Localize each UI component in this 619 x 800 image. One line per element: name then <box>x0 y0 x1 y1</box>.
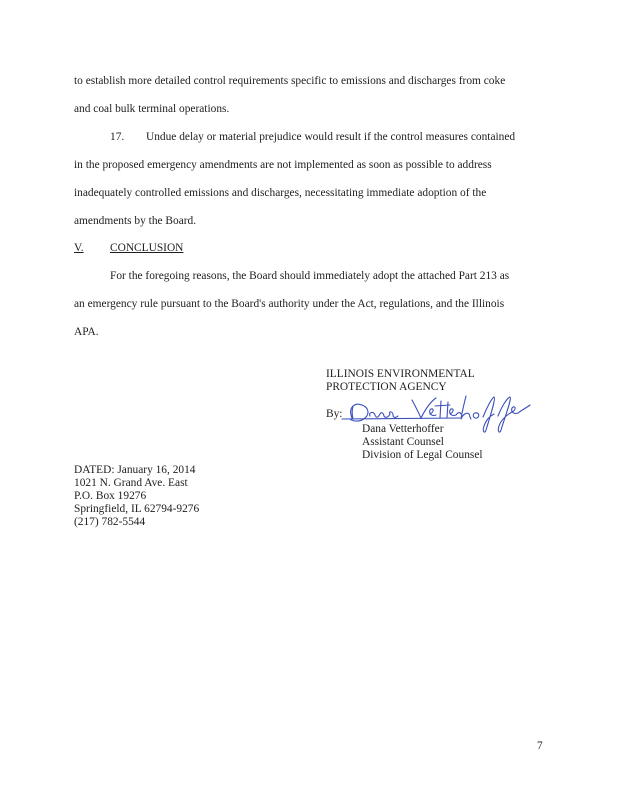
body-line-1: to establish more detailed control requirements specific to emissions and discharges from coke <box>74 75 506 87</box>
agency-name-line-2: PROTECTION AGENCY <box>326 381 447 393</box>
body-line-9: APA. <box>74 326 99 338</box>
dated-line: DATED: January 16, 2014 <box>74 464 196 476</box>
body-line-8: an emergency rule pursuant to the Board's authority under the Act, regulations, and the Illinois <box>74 298 505 310</box>
body-line-4: in the proposed emergency amendments are not implemented as soon as possible to address <box>74 159 492 171</box>
body-line-3: Undue delay or material prejudice would result if the control measures contained <box>146 131 516 143</box>
signatory-title: Assistant Counsel <box>362 436 444 448</box>
section-number: V. <box>74 242 84 254</box>
body-line-2: and coal bulk terminal operations. <box>74 103 230 115</box>
by-label: By: <box>326 408 343 420</box>
page-number: 7 <box>537 740 543 752</box>
body-line-7: For the foregoing reasons, the Board should immediately adopt the attached Part 213 as <box>110 270 510 282</box>
signatory-name: Dana Vetterhoffer <box>362 423 444 435</box>
address-street: 1021 N. Grand Ave. East <box>74 477 188 489</box>
phone-number: (217) 782-5544 <box>74 516 146 528</box>
section-heading: CONCLUSION <box>110 242 184 254</box>
paragraph-number-17: 17. <box>110 131 125 143</box>
agency-name-line-1: ILLINOIS ENVIRONMENTAL <box>326 368 475 380</box>
address-po-box: P.O. Box 19276 <box>74 490 147 502</box>
signatory-division: Division of Legal Counsel <box>362 449 483 461</box>
address-city: Springfield, IL 62794-9276 <box>74 503 200 515</box>
body-line-5: inadequately controlled emissions and discharges, necessitating immediate adoption of the <box>74 187 487 199</box>
body-line-6: amendments by the Board. <box>74 215 197 227</box>
